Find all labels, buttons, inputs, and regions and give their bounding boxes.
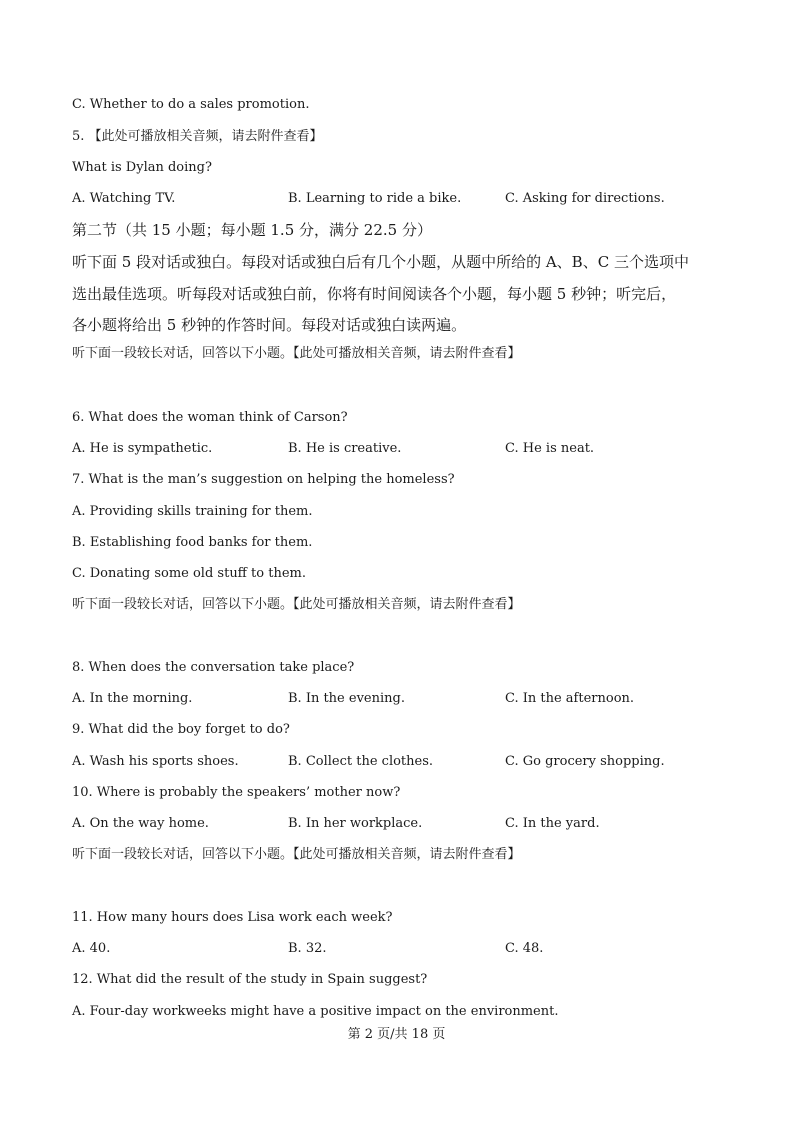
q7-question: 7. What is the man’s suggestion on helping the homeless? — [72, 472, 455, 487]
q10-option-c: C. In the yard. — [505, 816, 600, 831]
q12-question: 12. What did the result of the study in Spain suggest? — [72, 972, 428, 987]
q4-option-c: C. Whether to do a sales promotion. — [72, 97, 310, 112]
q11-option-a: A. 40. — [72, 941, 111, 956]
q7-option-c: C. Donating some old stuff to them. — [72, 566, 306, 581]
q6-question: 6. What does the woman think of Carson? — [72, 410, 348, 425]
q12-option-a: A. Four-day workweeks might have a positive impact on the environment. — [72, 1004, 559, 1019]
listen-prompt-3: 听下面一段较长对话，回答以下小题。【此处可播放相关音频，请去附件查看】 — [72, 847, 521, 862]
q7-option-b: B. Establishing food banks for them. — [72, 535, 313, 550]
q11-option-b: B. 32. — [288, 941, 327, 956]
q6-option-c: C. He is neat. — [505, 441, 595, 456]
q9-option-b: B. Collect the clothes. — [288, 754, 434, 769]
q8-option-a: A. In the morning. — [72, 691, 193, 706]
instructions-line-3: 各小题将给出 5 秒钟的作答时间。每段对话或独白读两遍。 — [72, 316, 467, 334]
q7-option-a: A. Providing skills training for them. — [72, 504, 313, 519]
instructions-line-2: 选出最佳选项。听每段对话或独白前，你将有时间阅读各个小题，每小题 5 秒钟；听完后， — [72, 285, 677, 303]
section-title: 第二节（共 15 小题；每小题 1.5 分，满分 22.5 分） — [72, 221, 432, 239]
q8-option-c: C. In the afternoon. — [505, 691, 635, 706]
page-footer: 第 2 页/共 18 页 — [347, 1027, 446, 1042]
q6-option-a: A. He is sympathetic. — [72, 441, 213, 456]
q5-question: What is Dylan doing? — [72, 160, 212, 175]
q8-option-b: B. In the evening. — [288, 691, 405, 706]
instructions-line-1: 听下面 5 段对话或独白。每段对话或独白后有几个小题，从题中所给的 A、B、C 三个选项中 — [72, 253, 689, 271]
q5-option-a: A. Watching TV. — [72, 191, 176, 206]
q5-audio-heading: 5. 【此处可播放相关音频，请去附件查看】 — [72, 129, 323, 144]
q10-option-a: A. On the way home. — [72, 816, 209, 831]
q9-option-c: C. Go grocery shopping. — [505, 754, 665, 769]
q9-question: 9. What did the boy forget to do? — [72, 722, 290, 737]
q11-question: 11. How many hours does Lisa work each week? — [72, 910, 393, 925]
listen-prompt-1: 听下面一段较长对话，回答以下小题。【此处可播放相关音频，请去附件查看】 — [72, 346, 521, 361]
q10-question: 10. Where is probably the speakers’ mother now? — [72, 785, 401, 800]
q11-option-c: C. 48. — [505, 941, 544, 956]
q5-option-c: C. Asking for directions. — [505, 191, 665, 206]
q9-option-a: A. Wash his sports shoes. — [72, 754, 239, 769]
q8-question: 8. When does the conversation take place? — [72, 660, 355, 675]
listen-prompt-2: 听下面一段较长对话，回答以下小题。【此处可播放相关音频，请去附件查看】 — [72, 597, 521, 612]
q10-option-b: B. In her workplace. — [288, 816, 423, 831]
q6-option-b: B. He is creative. — [288, 441, 402, 456]
q5-option-b: B. Learning to ride a bike. — [288, 191, 462, 206]
